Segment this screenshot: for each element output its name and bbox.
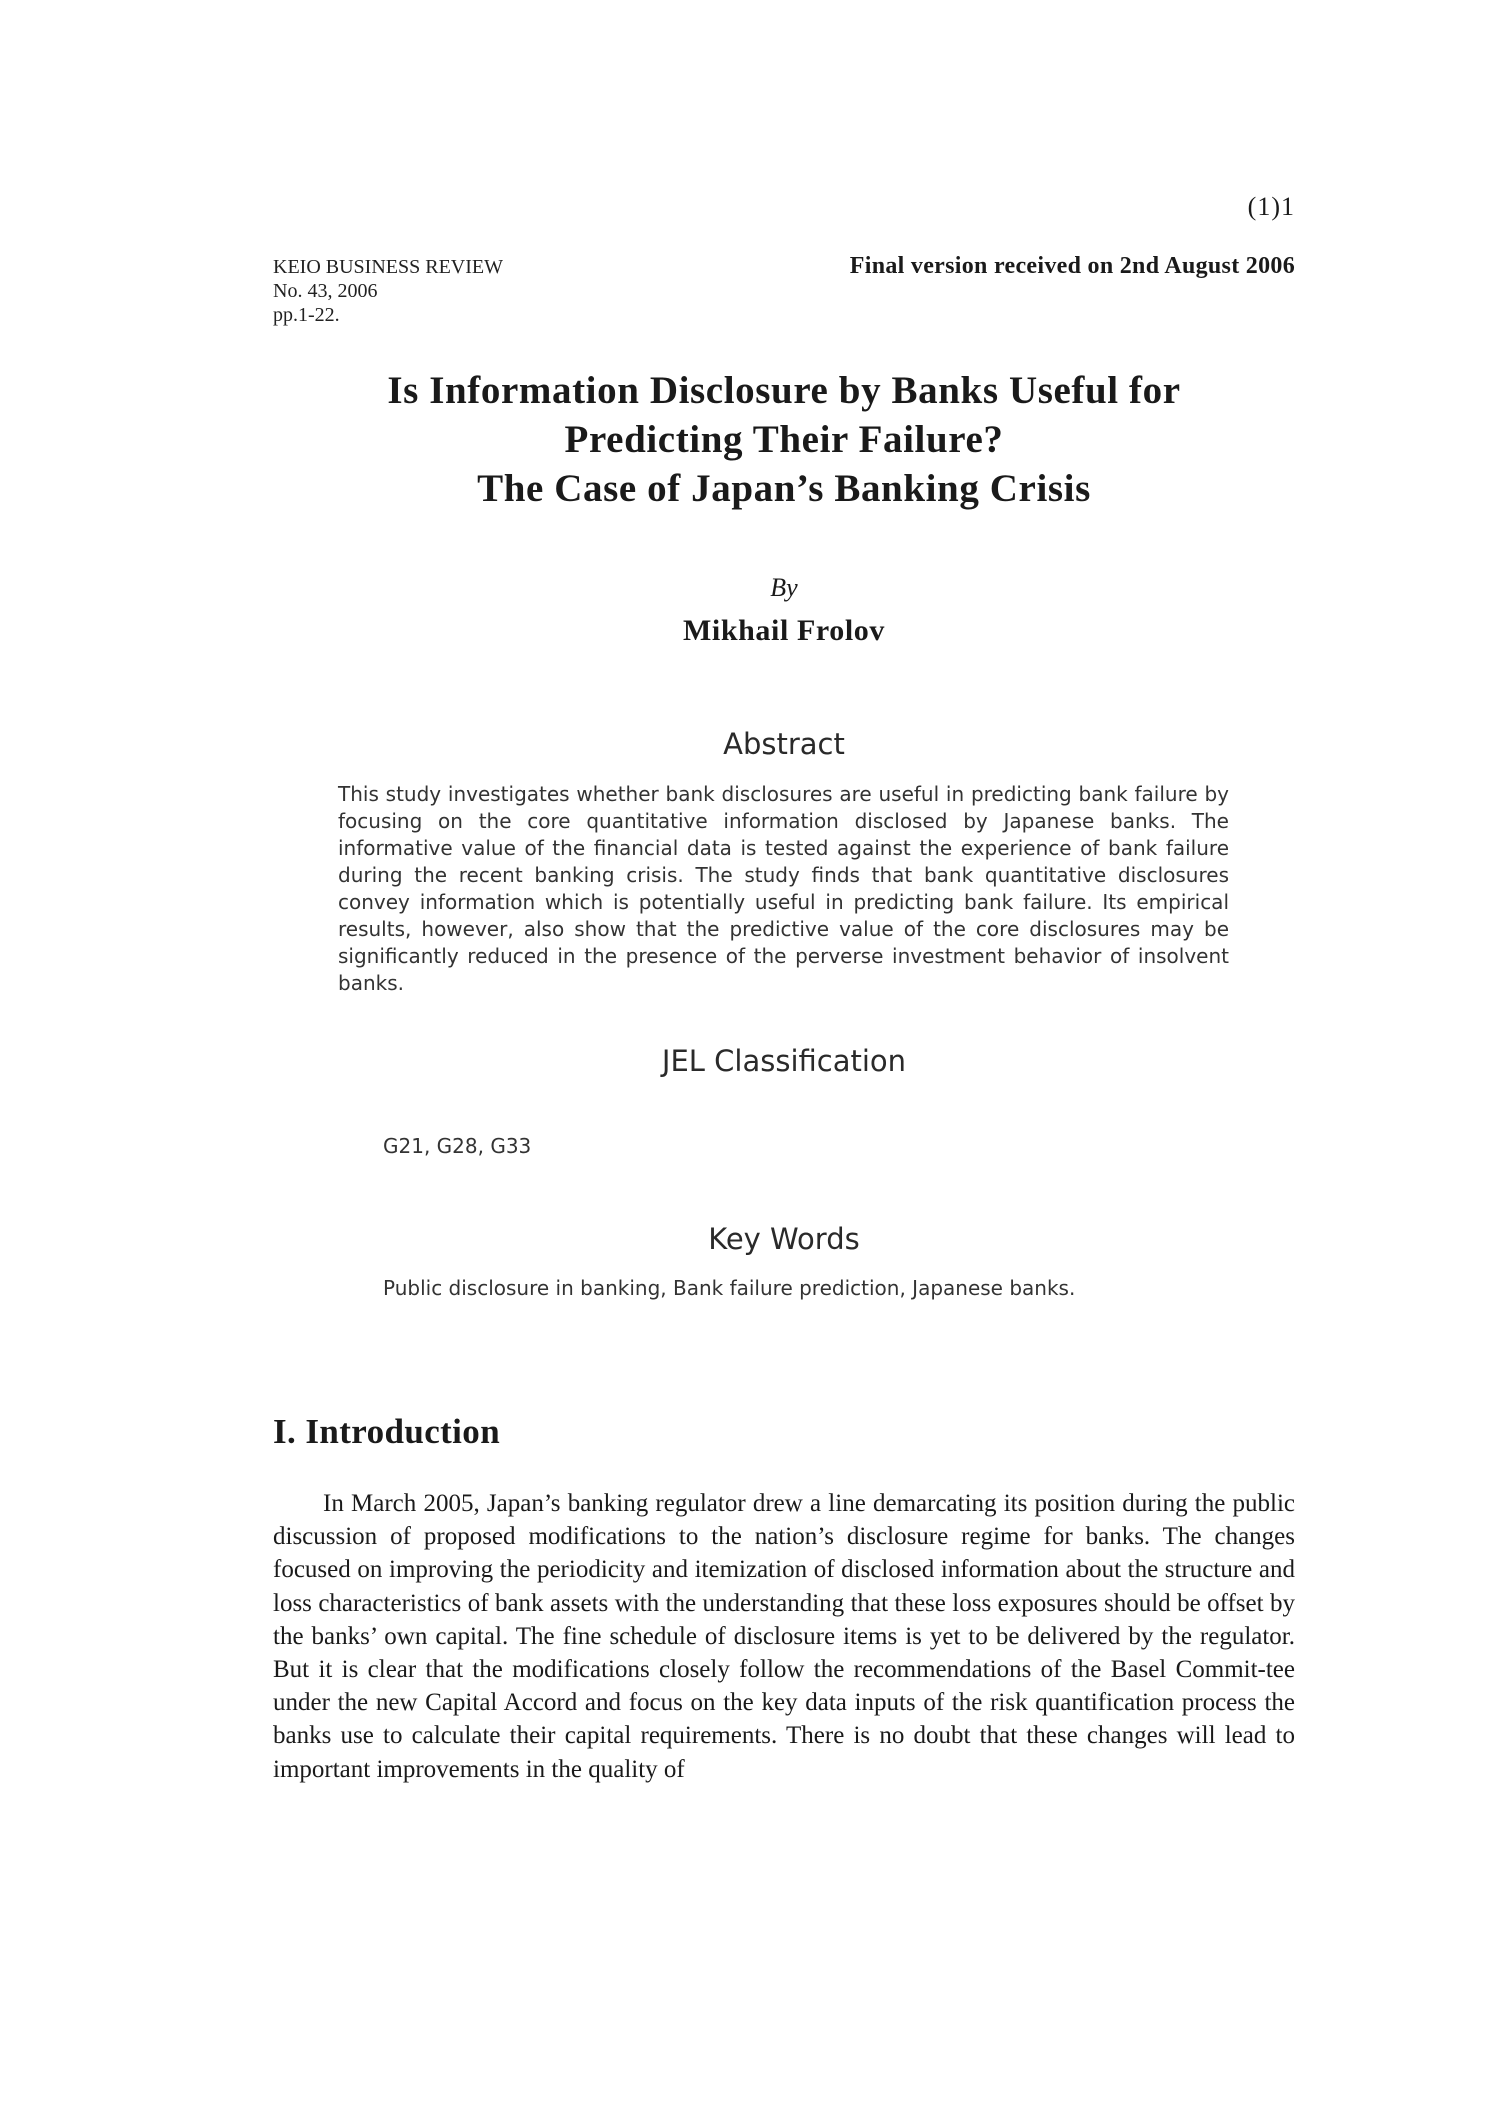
journal-issue: No. 43, 2006 xyxy=(273,280,378,302)
journal-name: KEIO BUSINESS REVIEW xyxy=(273,256,503,278)
keywords-text: Public disclosure in banking, Bank failure prediction, Japanese banks. xyxy=(383,1276,1076,1300)
abstract-heading: Abstract xyxy=(723,727,845,761)
paper-title xyxy=(273,366,1295,513)
title-line-3: The Case of Japan’s Banking Crisis xyxy=(477,467,1091,510)
introduction-text: In March 2005, Japan’s banking regulator drew a line demarcating its position during the public discussion of proposed modifications to the nation’s disclosure regime for banks. The changes focused on improving the periodicity and itemization of disclosed information about the structure and loss characteristics of bank assets with the understanding that these loss exposures should be offset by the banks’ own capital. The fine schedule of disclosure items is yet to be delivered by the regulator. But it is clear that the modifications closely follow the recommendations of the Basel Commit-tee under the new Capital Accord and focus on the key data inputs of the risk quantification process the banks use to calculate their capital requirements. There is no doubt that these changes will lead to important improvements in the quality of xyxy=(273,1490,1295,1783)
author-name: Mikhail Frolov xyxy=(682,614,886,647)
introduction-heading: I. Introduction xyxy=(273,1412,501,1451)
jel-codes: G21, G28, G33 xyxy=(383,1134,532,1158)
journal-info xyxy=(273,255,503,327)
abstract-text: This study investigates whether bank disclosures are useful in predicting bank failure by focusing on the core quantitative information disclosed by Japanese banks. The informative value of the financial data is tested against the experience of bank failure during the recent banking crisis. The study finds that bank quantitative disclosures convey information which is potentially useful in predicting bank failure. Its empirical results, however, also show that the predictive value of the core disclosures may be significantly reduced in the presence of the perverse investment behavior of insolvent banks. xyxy=(338,782,1229,995)
keywords-heading: Key Words xyxy=(708,1222,860,1256)
byline-by: By xyxy=(770,573,798,602)
jel-heading: JEL Classification xyxy=(661,1044,907,1078)
final-version-note: Final version received on 2nd August 2006 xyxy=(849,253,1295,279)
title-line-1: Is Information Disclosure by Banks Useful for xyxy=(387,369,1181,412)
page-number: (1)1 xyxy=(1247,192,1295,221)
journal-pages: pp.1-22. xyxy=(273,304,340,326)
title-line-2: Predicting Their Failure? xyxy=(564,418,1004,461)
